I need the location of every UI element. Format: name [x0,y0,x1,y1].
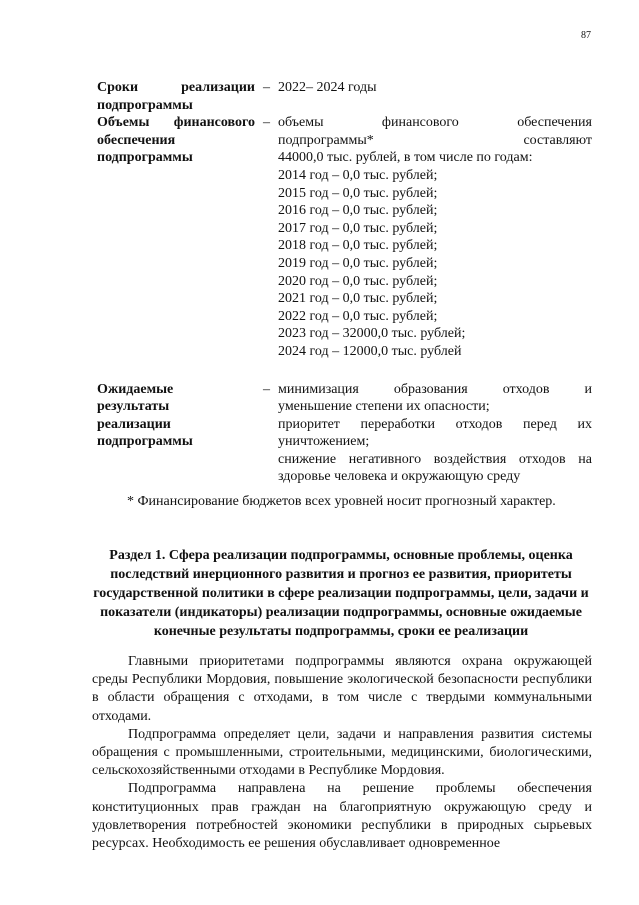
passport-label-funding [97,114,255,167]
section-heading: Раздел 1. Сфера реализации подпрограммы, основные проблемы, оценка последствий инерционного развития и прогноз ее развития, приоритеты государственной политики в сфере реализации подпрограммы, цели, задачи и показатели (индикаторы) реализации подпрограммы, основные ожидаемые конечные результаты подпрограммы, сроки ее реализации [93,548,589,639]
funding-year: 2020 год – 0,0 тыс. рублей; [278,273,438,289]
passport-dash: – [263,80,270,95]
passport-label-results [97,381,255,451]
value-line: 2022– 2024 годы [278,80,377,95]
label-line: подпрограммы [97,97,193,113]
funding-year: 2023 год – 32000,0 тыс. рублей; [278,326,466,342]
funding-year: 2014 год – 0,0 тыс. рублей; [278,167,438,183]
value-line: 44000,0 тыс. рублей, в том числе по годам: [278,150,533,166]
value-line: уменьшение степени их опасности; [278,399,490,415]
value-line: минимизация образования отходов и [278,381,592,397]
paragraph: Главными приоритетами подпрограммы являются охрана окружающей среды Республики Мордовия, повышение экологической безопасности республики в области обращения с отходами, в том числе с твердыми коммунальными отходами. [92,654,592,724]
page-number: 87 [581,30,591,41]
subprogram-passport [97,79,592,486]
funding-year: 2022 год – 0,0 тыс. рублей; [278,308,438,324]
passport-label-terms [97,79,255,114]
body-text [92,653,592,853]
label-line: Объемы финансового [97,115,255,131]
passport-row-results [97,381,592,487]
label-line: обеспечения [97,132,176,148]
paragraph: Подпрограмма определяет цели, задачи и направления развития системы обращения с промышленными, строительными, медицинскими, биологическими, сельскохозяйственными отходами в Республике Мордовия. [92,726,592,779]
label-line: реализации [97,416,171,432]
passport-dash: – [263,115,270,131]
funding-year: 2015 год – 0,0 тыс. рублей; [278,185,438,201]
label-line: результаты [97,399,170,415]
funding-year: 2021 год – 0,0 тыс. рублей; [278,291,438,307]
funding-year: 2019 год – 0,0 тыс. рублей; [278,255,438,271]
value-line: здоровье человека и окружающую среду [278,469,521,485]
passport-row-funding [97,114,592,360]
passport-dash: – [263,381,270,397]
passport-row-terms [97,79,592,114]
funding-year: 2024 год – 12000,0 тыс. рублей [278,343,462,359]
label-line: подпрограммы [97,150,193,166]
passport-value-funding [278,114,592,360]
value-line: подпрограммы* составляют [278,132,592,148]
label-line: Ожидаемые [97,381,174,397]
funding-footnote: * Финансирование бюджетов всех уровней носит прогнозный характер. [127,494,556,509]
value-line: объемы финансового обеспечения [278,115,592,131]
funding-year: 2018 год – 0,0 тыс. рублей; [278,238,438,254]
funding-year: 2017 год – 0,0 тыс. рублей; [278,220,438,236]
passport-value-results [278,381,592,487]
value-line: приоритет переработки отходов перед их [278,416,592,432]
passport-value-terms [278,79,592,97]
label-line: подпрограммы [97,434,193,450]
value-line: снижение негативного воздействия отходов на [278,451,592,467]
label-line: Сроки реализации [97,80,255,95]
value-line: уничтожением; [278,434,370,450]
funding-year: 2016 год – 0,0 тыс. рублей; [278,203,438,219]
paragraph: Подпрограмма направлена на решение проблемы обеспечения конституционных прав граждан на благоприятную окружающую среду и удовлетворения потребностей экономики республики в природных сырьевых ресурсах. Необходимость ее решения обуславливает одновременное [92,781,592,852]
